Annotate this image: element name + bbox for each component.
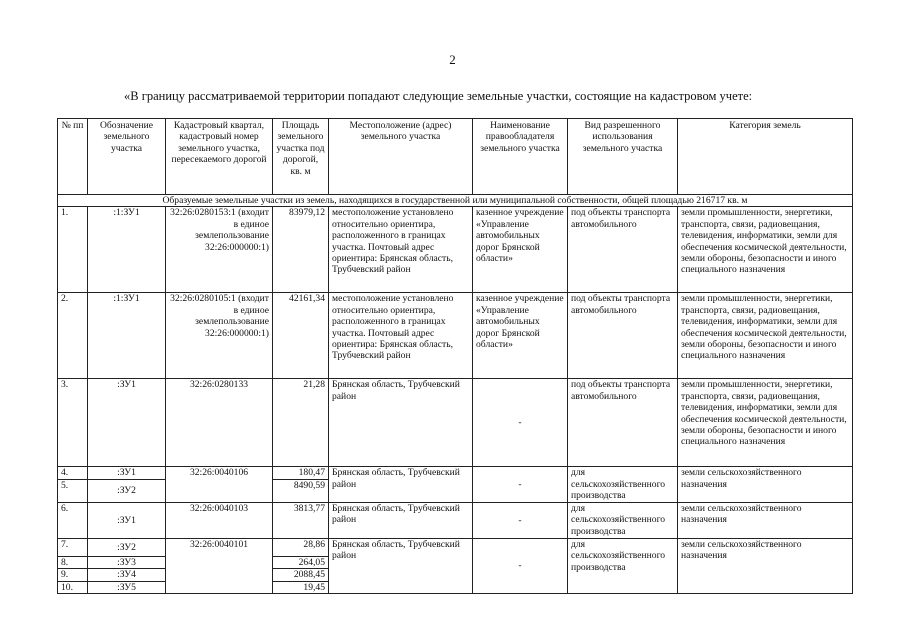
cell-num: 9.	[58, 569, 88, 581]
cell-use: для сельскохозяйственного производства	[568, 502, 678, 538]
cell-use: под объекты транспорта автомобильного	[568, 293, 678, 379]
cell-location: местоположение установлено относительно ориентира, расположенного в границах участка. Почтовый адрес ориентира: Брянская область, Трубчевский район	[329, 293, 473, 379]
cell-area: 2088,45	[273, 569, 329, 581]
cell-designation: :ЗУ1	[88, 502, 166, 538]
cell-category: земли сельскохозяйственного назначения	[678, 502, 853, 538]
cell-area: 42161,34	[273, 293, 329, 379]
cell-use: под объекты транспорта автомобильного	[568, 207, 678, 293]
section-row	[58, 195, 853, 207]
header-cadastral: Кадастровый квартал, кадастровый номер земельного участка, пересекаемого дорогой	[166, 119, 273, 195]
cell-use: для сельскохозяйственного производства	[568, 538, 678, 593]
table-row	[58, 467, 853, 479]
cell-area: 264,05	[273, 556, 329, 568]
header-location: Местоположение (адрес) земельного участка	[329, 119, 473, 195]
land-plots-table	[57, 118, 853, 594]
cell-num: 6.	[58, 502, 88, 538]
cell-owner: -	[473, 467, 568, 502]
cell-category: земли промышленности, энергетики, транспорта, связи, радиовещания, телевидения, информатики, земли для обеспечения космической деятельности, земли обороны, безопасности и иного специального назначения	[678, 379, 853, 467]
table-row	[58, 502, 853, 538]
cell-num: 4.	[58, 467, 88, 479]
cell-designation: :ЗУ1	[88, 379, 166, 467]
cell-cadastral: 32:26:0280133	[166, 379, 273, 467]
cell-category: земли сельскохозяйственного назначения	[678, 467, 853, 502]
cell-cadastral: 32:26:0280153:1 (входит в единое землепользование 32:26:000000:1)	[166, 207, 273, 293]
cell-location: местоположение установлено относительно ориентира, расположенного в границах участка. Почтовый адрес ориентира: Брянская область, Трубчевский район	[329, 207, 473, 293]
table-row	[58, 293, 853, 379]
cell-owner: -	[473, 379, 568, 467]
cell-num: 8.	[58, 556, 88, 568]
cell-designation: :1:ЗУ1	[88, 207, 166, 293]
cell-location: Брянская область, Трубчевский район	[329, 538, 473, 593]
header-num: № пп	[58, 119, 88, 195]
cell-area: 3813,77	[273, 502, 329, 538]
cell-num: 10.	[58, 581, 88, 593]
cell-designation: :ЗУ2	[88, 479, 166, 502]
cell-designation: :ЗУ4	[88, 569, 166, 581]
cell-use: под объекты транспорта автомобильного	[568, 379, 678, 467]
table-row	[58, 379, 853, 467]
cell-cadastral: 32:26:0040101	[166, 538, 273, 593]
cell-category: земли промышленности, энергетики, транспорта, связи, радиовещания, телевидения, информатики, земли для обеспечения космической деятельности, земли обороны, безопасности и иного специального назначения	[678, 207, 853, 293]
header-owner: Наименование правообладателя земельного участка	[473, 119, 568, 195]
header-use: Вид разрешенного использования земельного участка	[568, 119, 678, 195]
cell-designation: :ЗУ3	[88, 556, 166, 568]
cell-cadastral: 32:26:0280105:1 (входит в единое землепользование 32:26:000000:1)	[166, 293, 273, 379]
cell-designation: :ЗУ1	[88, 467, 166, 479]
cell-cadastral: 32:26:0040103	[166, 502, 273, 538]
cell-area: 21,28	[273, 379, 329, 467]
cell-location: Брянская область, Трубчевский район	[329, 467, 473, 502]
cell-area: 28,86	[273, 538, 329, 556]
cell-owner: -	[473, 502, 568, 538]
header-area: Площадь земельного участка под дорогой, кв. м	[273, 119, 329, 195]
table-row	[58, 538, 853, 556]
page-number: 2	[449, 52, 456, 67]
cell-designation: :ЗУ2	[88, 538, 166, 556]
cell-designation: :ЗУ5	[88, 581, 166, 593]
cell-num: 5.	[58, 479, 88, 502]
cell-num: 2.	[58, 293, 88, 379]
cell-use: для сельскохозяйственного производства	[568, 467, 678, 502]
section-title: Образуемые земельные участки из земель, находящихся в государственной или муниципальной собственности, общей площадью 216717 кв. м	[58, 195, 853, 207]
cell-area: 83979,12	[273, 207, 329, 293]
cell-num: 1.	[58, 207, 88, 293]
cell-designation: :1:ЗУ1	[88, 293, 166, 379]
cell-category: земли промышленности, энергетики, транспорта, связи, радиовещания, телевидения, информатики, земли для обеспечения космической деятельности, земли обороны, безопасности и иного специального назначения	[678, 293, 853, 379]
header-row	[58, 119, 853, 195]
cell-category: земли сельскохозяйственного назначения	[678, 538, 853, 593]
header-designation: Обозначение земельного участка	[88, 119, 166, 195]
cell-cadastral: 32:26:0040106	[166, 467, 273, 502]
cell-num: 7.	[58, 538, 88, 556]
cell-owner: -	[473, 538, 568, 593]
header-category: Категория земель	[678, 119, 853, 195]
cell-area: 180,47	[273, 467, 329, 479]
intro-text: «В границу рассматриваемой территории попадают следующие земельные участки, состоящие на кадастровом учете:	[124, 89, 753, 103]
cell-location: Брянская область, Трубчевский район	[329, 379, 473, 467]
cell-location: Брянская область, Трубчевский район	[329, 502, 473, 538]
cell-area: 19,45	[273, 581, 329, 593]
cell-owner: казенное учреждение «Управление автомобильных дорог Брянской области»	[473, 293, 568, 379]
cell-owner: казенное учреждение «Управление автомобильных дорог Брянской области»	[473, 207, 568, 293]
table-row	[58, 207, 853, 293]
cell-area: 8490,59	[273, 479, 329, 502]
cell-num: 3.	[58, 379, 88, 467]
